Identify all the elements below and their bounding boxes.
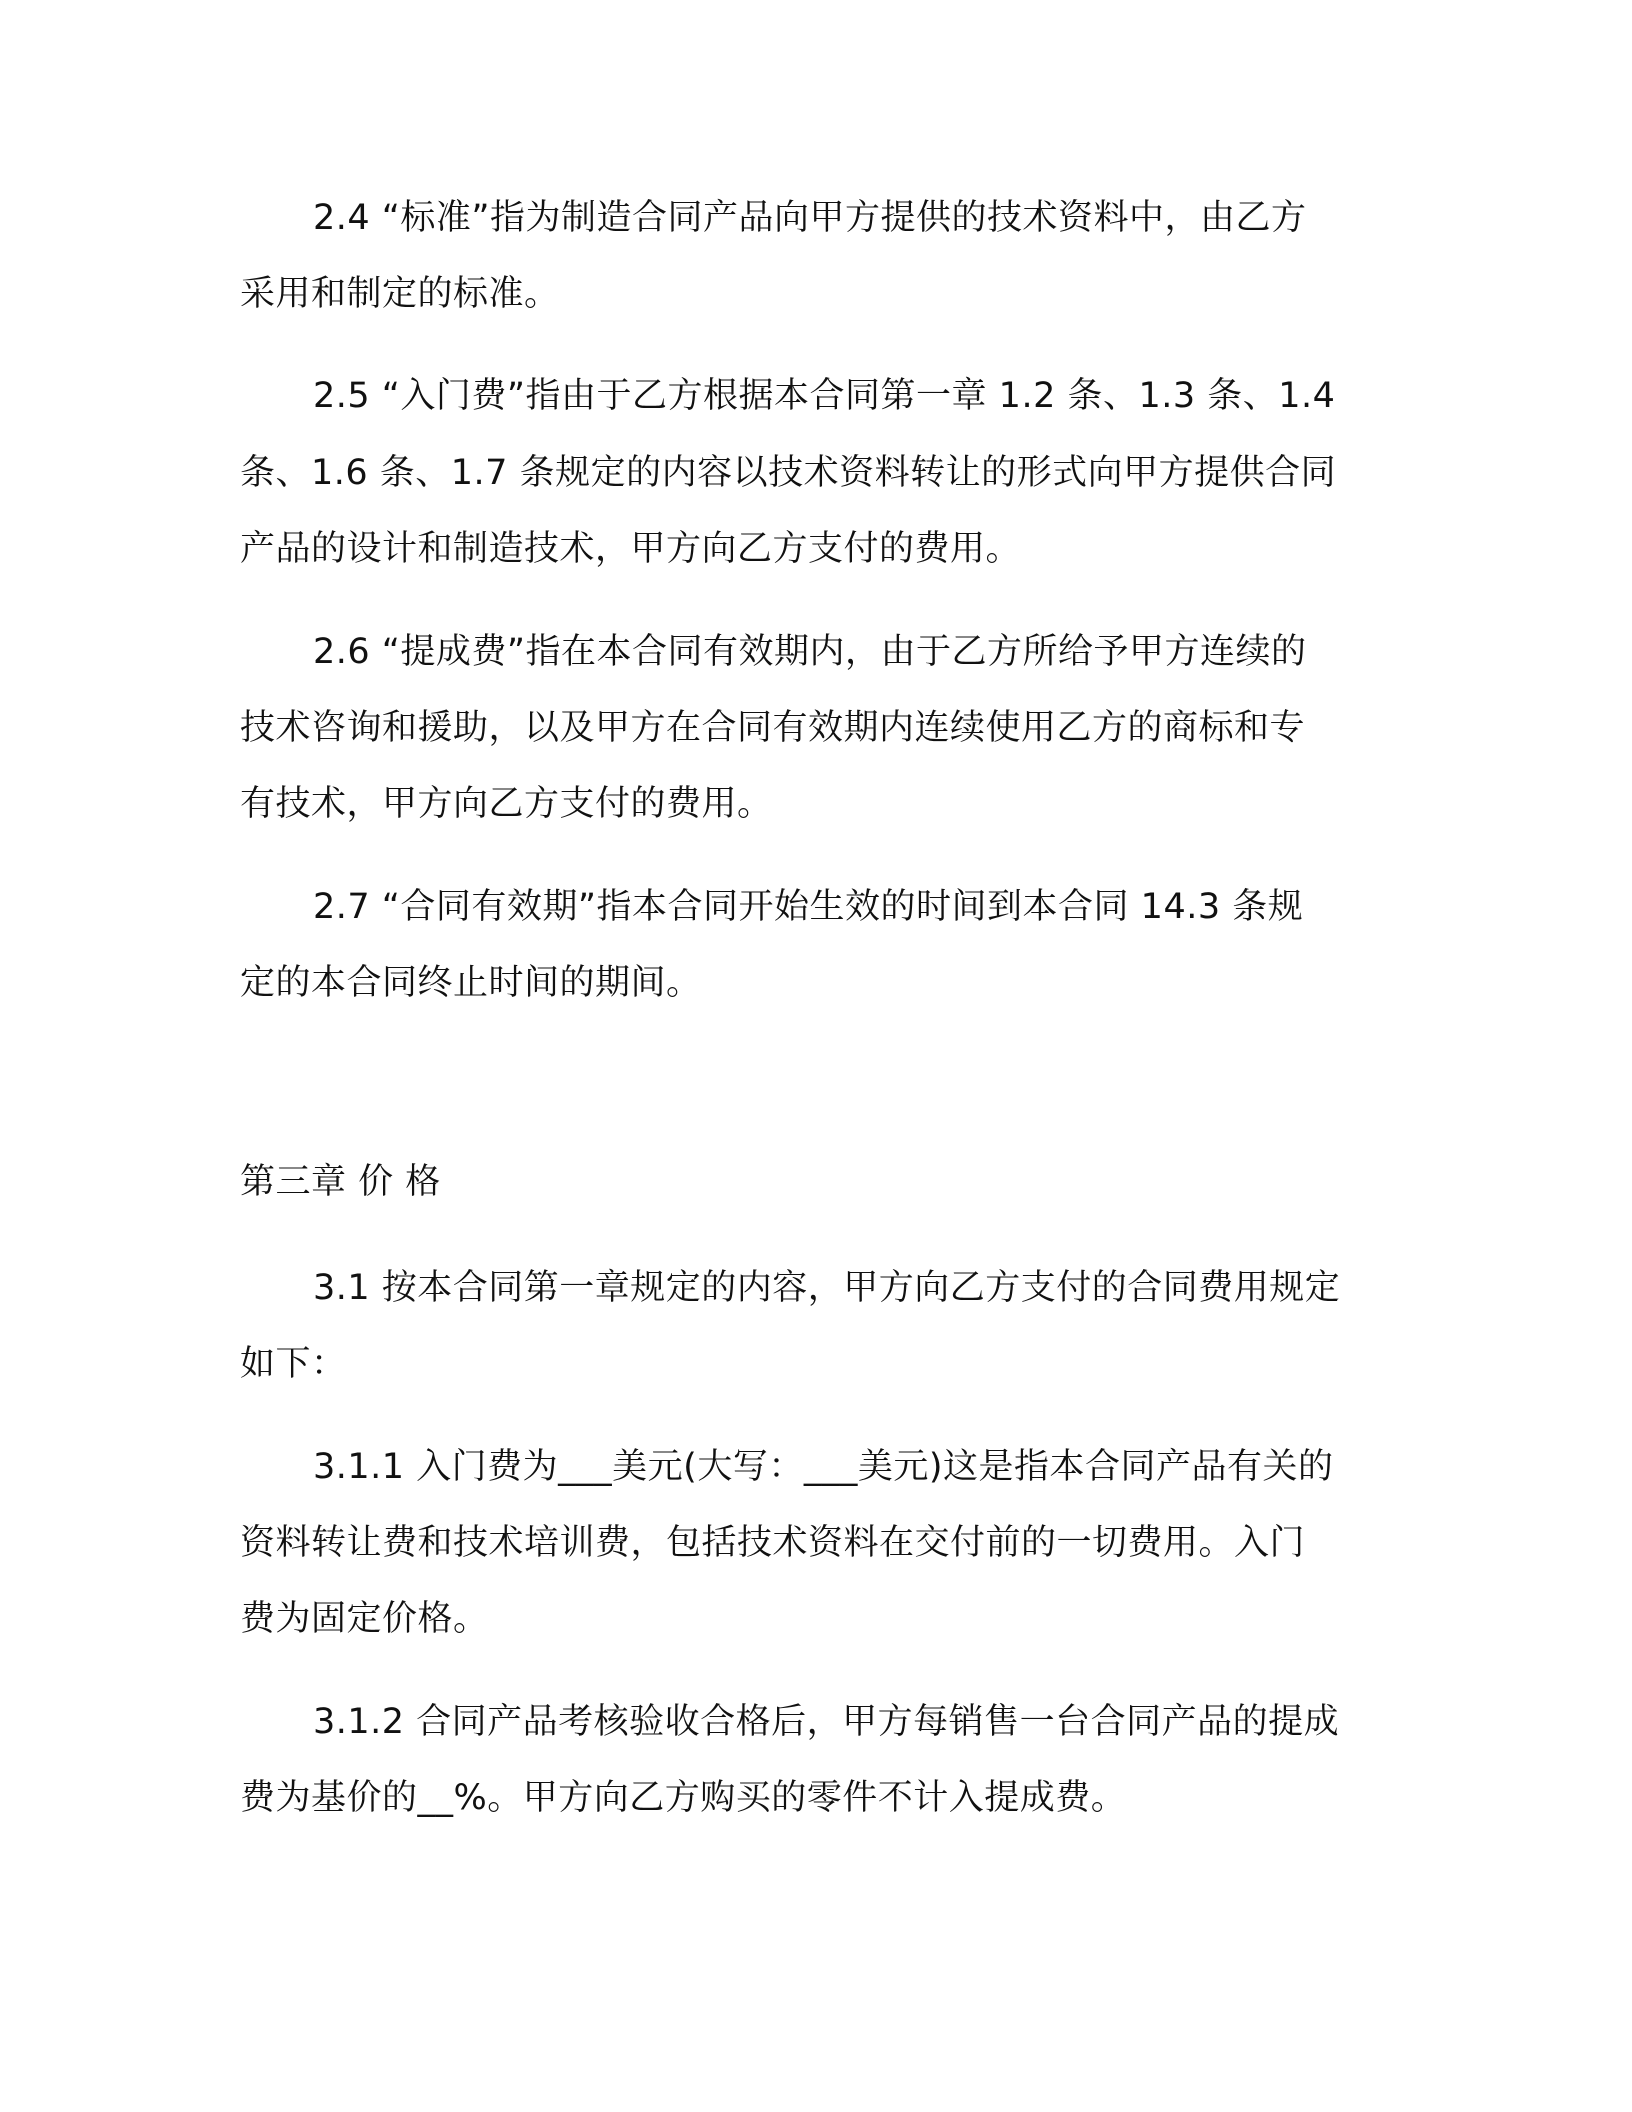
clause-2-6-line-3: 有技术，甲方向乙方支付的费用。 xyxy=(240,784,773,824)
clause-2-6-line-1: 2.6 “提成费”指在本合同有效期内，由于乙方所给予甲方连续的 xyxy=(313,632,1307,672)
clause-2-7-line-1: 2.7 “合同有效期”指本合同开始生效的时间到本合同 14.3 条规 xyxy=(313,887,1304,927)
clause-2-7-line-2: 定的本合同终止时间的期间。 xyxy=(240,963,702,1003)
clause-3-1-1-line-3: 费为固定价格。 xyxy=(240,1599,489,1639)
clause-3-1-1-line-1: 3.1.1 入门费为___美元(大写：___美元)这是指本合同产品有关的 xyxy=(313,1447,1334,1487)
clause-3-1-line-2: 如下： xyxy=(240,1344,347,1384)
chapter-3-heading: 第三章 价 格 xyxy=(240,1162,441,1202)
clause-2-5-line-2: 条、1.6 条、1.7 条规定的内容以技术资料转让的形式向甲方提供合同 xyxy=(240,453,1337,493)
clause-3-1-2-line-1: 3.1.2 合同产品考核验收合格后，甲方每销售一台合同产品的提成 xyxy=(313,1702,1340,1742)
clause-3-1-2-line-2: 费为基价的__%。甲方向乙方购买的零件不计入提成费。 xyxy=(240,1778,1127,1818)
clause-2-6-line-2: 技术咨询和援助，以及甲方在合同有效期内连续使用乙方的商标和专 xyxy=(240,708,1306,748)
clause-2-4-line-1: 2.4 “标准”指为制造合同产品向甲方提供的技术资料中，由乙方 xyxy=(313,198,1307,238)
clause-2-4-line-2: 采用和制定的标准。 xyxy=(240,274,560,314)
clause-2-5-line-1: 2.5 “入门费”指由于乙方根据本合同第一章 1.2 条、1.3 条、1.4 xyxy=(313,376,1336,416)
clause-2-5-line-3: 产品的设计和制造技术，甲方向乙方支付的费用。 xyxy=(240,529,1022,569)
clause-3-1-line-1: 3.1 按本合同第一章规定的内容，甲方向乙方支付的合同费用规定 xyxy=(313,1268,1341,1308)
clause-3-1-1-line-2: 资料转让费和技术培训费，包括技术资料在交付前的一切费用。入门 xyxy=(240,1523,1306,1563)
